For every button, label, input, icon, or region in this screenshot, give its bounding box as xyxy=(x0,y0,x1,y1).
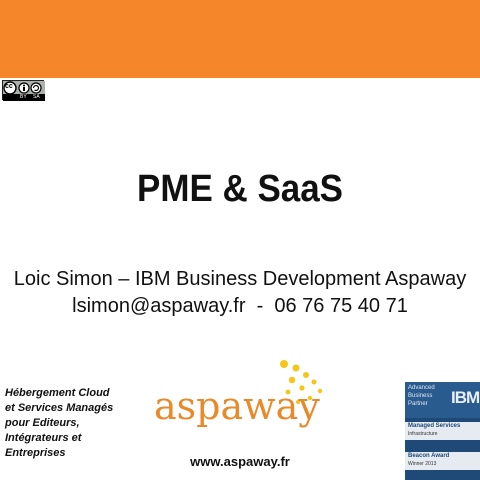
slide-title: PME & SaaS xyxy=(137,168,343,210)
slide-subtitle: Loic Simon – IBM Business Development Aspaway xyxy=(13,268,467,290)
ibm-row-title: Beacon Award xyxy=(408,453,450,459)
ibm-badge-row xyxy=(405,452,480,470)
ibm-badge-line: Partner xyxy=(408,401,428,407)
tagline-line: pour Editeurs, xyxy=(5,417,80,429)
top-banner xyxy=(0,0,480,78)
tagline-line: Intégrateurs et xyxy=(5,432,82,444)
cc-symbol: cc xyxy=(5,83,13,90)
ibm-badge-line: Business xyxy=(408,393,433,399)
ibm-row-sub: Infrastructure xyxy=(408,431,438,437)
cc-by-label: BY xyxy=(20,94,27,100)
cc-sa-label: SA xyxy=(33,94,40,100)
ibm-row-sub: Winner 2013 xyxy=(408,461,437,467)
contact-line: lsimon@aspaway.fr - 06 76 75 40 71 xyxy=(72,295,408,317)
ibm-badge-header xyxy=(405,382,480,418)
creative-commons-badge xyxy=(2,80,44,100)
ibm-badge-line: Advanced xyxy=(408,385,435,391)
ibm-row-title: Managed Services xyxy=(408,423,461,429)
tagline-line: Entreprises xyxy=(5,447,66,459)
ibm-partner-badge xyxy=(405,382,480,480)
tagline-line: et Services Managés xyxy=(5,402,114,414)
ibm-logo: IBM xyxy=(451,388,480,407)
tagline-line: Hébergement Cloud xyxy=(5,387,110,399)
aspaway-logo: aspaway xyxy=(154,384,320,428)
website-link[interactable]: www.aspaway.fr xyxy=(190,454,290,469)
tagline xyxy=(5,386,135,461)
ibm-badge-row xyxy=(405,422,480,440)
